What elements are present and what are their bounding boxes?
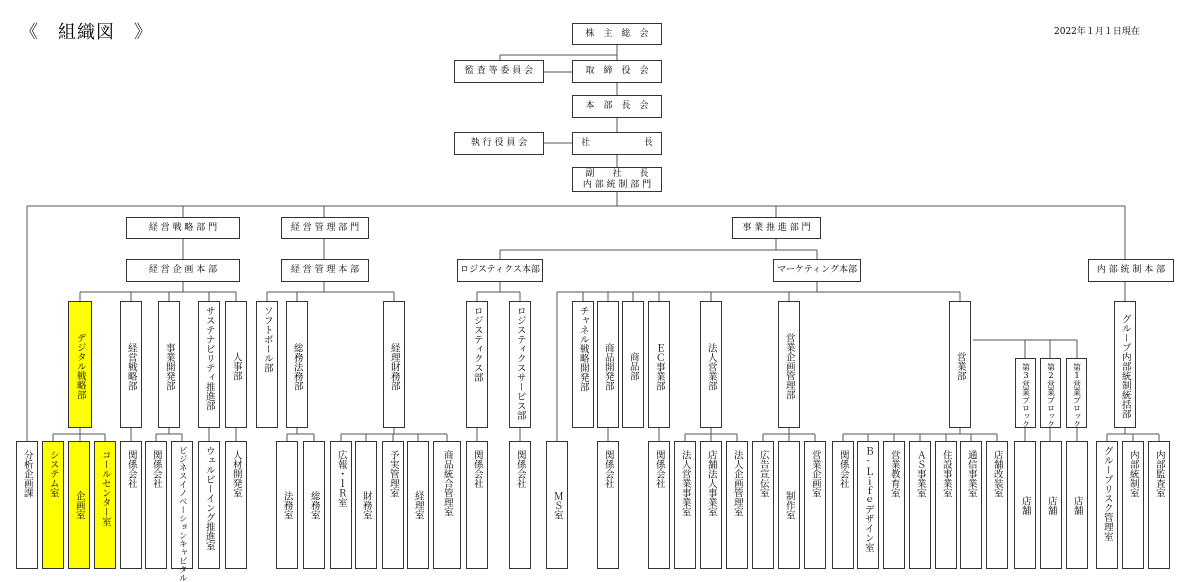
unit-store-3: [1014, 441, 1036, 569]
planning-hq-box: [126, 259, 240, 282]
vice-president-box: [572, 167, 662, 192]
dept-sustainability-label: サステナビリティ推進部: [203, 306, 215, 411]
unit-sales-plan-label: 営業企画室: [809, 450, 821, 498]
dept-sales: [949, 301, 971, 428]
dept-softball: [256, 301, 278, 428]
dept-corporate-label: 法人営業部: [705, 342, 717, 391]
unit-wellbeing: [198, 441, 220, 569]
management-division-box: [281, 217, 369, 239]
dept-bizdev-label: 事業開発部: [163, 342, 175, 391]
unit-blife: [857, 441, 879, 569]
unit-callcenter-label: コールセンター室: [99, 450, 111, 526]
dept-logistics-service-label: ロジスティクスサービス部: [514, 306, 526, 420]
dept-finance: [383, 301, 405, 428]
unit-store-2-label: 店舗: [1045, 495, 1057, 515]
unit-general: [303, 441, 325, 569]
strategy-division-label: 経 営 戦 略 部 門: [148, 222, 218, 233]
unit-accounting-label: 経理室: [412, 490, 424, 520]
unit-group-risk: [1096, 441, 1118, 569]
unit-product-mgmt-label: 商品統合管理室: [441, 450, 453, 517]
unit-legal-label: 法務室: [281, 490, 293, 520]
ic-division-label: 内 部 統 制 部 門: [582, 179, 652, 190]
unit-general-label: 総務室: [308, 490, 320, 520]
dept-general-legal: [286, 301, 308, 428]
exec-committee-box: [454, 132, 544, 155]
dept-channel: [572, 301, 594, 428]
unit-finance: [355, 441, 377, 569]
unit-advertising-label: 広告宣伝室: [757, 450, 769, 498]
marketing-hq-label: マーケティング本部: [777, 265, 857, 275]
unit-group-risk-label: グループリスク管理室: [1101, 446, 1113, 541]
unit-store-2: [1040, 441, 1062, 569]
dept-finance-label: 経理財務部: [388, 342, 400, 391]
unit-store-reno: [986, 441, 1008, 569]
dept-group-audit-label: グループ内部統制統括部: [1119, 314, 1131, 419]
dept-hr-label: 人事部: [230, 352, 242, 381]
unit-affiliate-2-label: 関係会社: [150, 450, 162, 488]
unit-pr-ir: [330, 441, 352, 569]
audit-committee-label: 監 査 等 委 員 会: [464, 66, 534, 76]
unit-sales-edu: [883, 441, 905, 569]
mgmt-hq-label: 経 営 管 理 本 部: [290, 265, 360, 275]
dept-digital-strategy-label: デジタル戦略部: [74, 333, 86, 400]
unit-telecom-label: 通信事業室: [965, 450, 977, 498]
unit-planning-label: 企画室: [73, 490, 85, 520]
unit-sales-edu-label: 営業教育室: [888, 450, 900, 498]
unit-corp-sales: [674, 441, 696, 569]
unit-store-corp-label: 店舗法人事業室: [705, 450, 717, 517]
dept-strategy: [120, 301, 142, 428]
gm-meeting-label: 本 部 長 会: [585, 101, 649, 111]
unit-budget-label: 予実管理室: [387, 450, 399, 498]
unit-talent-label: 人材開発室: [230, 450, 242, 498]
unit-planning: [68, 441, 90, 569]
block-2: [1040, 358, 1061, 428]
dept-logistics: [466, 301, 488, 428]
logistics-hq-box: [457, 259, 543, 282]
unit-housing-label: 住設事業室: [940, 450, 952, 498]
unit-affiliate-2: [145, 441, 167, 569]
strategy-division-box: [126, 217, 240, 239]
unit-affiliate-5: [597, 441, 619, 569]
unit-store-1: [1066, 441, 1088, 569]
unit-affiliate-4-label: 関係会社: [514, 450, 526, 488]
dept-sustainability: [198, 301, 220, 428]
unit-affiliate-5-label: 関係会社: [602, 450, 614, 488]
unit-ic-office-label: 内部統制室: [1127, 450, 1139, 498]
dept-ec: [648, 301, 670, 428]
dept-ec-label: ＥＣ事業部: [653, 342, 665, 391]
as-of-date: 2022年１月１日現在: [1054, 27, 1140, 37]
unit-affiliate-7: [832, 441, 854, 569]
dept-product-label: 商品部: [627, 352, 639, 381]
marketing-hq-box: [773, 259, 861, 282]
unit-talent: [225, 441, 247, 569]
unit-ms: [546, 441, 568, 569]
unit-as: [909, 441, 931, 569]
unit-store-reno-label: 店舗改装室: [991, 450, 1003, 498]
board-label: 取 締 役 会: [585, 66, 649, 76]
unit-affiliate-3: [466, 441, 488, 569]
unit-bigcap: [171, 441, 193, 582]
unit-affiliate-7-label: 関係会社: [837, 450, 849, 488]
dept-sales-planning: [778, 301, 800, 428]
unit-wellbeing-label: ウェルビーイング推進室: [203, 446, 215, 551]
unit-affiliate-6-label: 関係会社: [653, 450, 665, 488]
internal-control-hq-box: [1088, 259, 1174, 282]
block-1: [1066, 358, 1087, 428]
audit-committee-box: [454, 60, 544, 83]
unit-affiliate-6: [648, 441, 670, 569]
dept-logistics-service: [509, 301, 531, 428]
dept-bizdev: [158, 301, 180, 428]
unit-analysis: [16, 441, 38, 569]
internal-control-hq-label: 内 部 統 制 本 部: [1096, 265, 1166, 275]
unit-store-3-label: 店舗: [1019, 495, 1031, 515]
unit-finance-label: 財務室: [360, 490, 372, 520]
unit-pr-ir-label: 広報・ＩＲ室: [335, 450, 347, 507]
unit-production: [778, 441, 800, 569]
president-label-a: 社: [581, 138, 591, 148]
board-box: [572, 60, 662, 83]
unit-callcenter: [94, 441, 116, 569]
unit-internal-audit-label: 内部監査室: [1153, 450, 1165, 498]
mgmt-hq-box: [281, 259, 369, 282]
dept-sales-planning-label: 営業企画管理部: [783, 333, 795, 400]
dept-digital-strategy: [68, 301, 92, 428]
block-1-label: 第1営業ブロック: [1072, 363, 1082, 428]
unit-affiliate-3-label: 関係会社: [471, 450, 483, 488]
dept-product-dev: [597, 301, 619, 428]
page-title: 《 組織図 》: [20, 22, 153, 43]
dept-logistics-label: ロジスティクス部: [471, 306, 483, 382]
dept-strategy-label: 経営戦略部: [125, 342, 137, 391]
unit-product-mgmt: [433, 441, 461, 569]
unit-blife-label: Ｂ-Ｌｉｆｅデザイン室: [862, 446, 874, 552]
unit-system: [42, 441, 64, 569]
gm-meeting-box: [572, 95, 662, 118]
unit-internal-audit: [1148, 441, 1170, 569]
unit-housing: [935, 441, 957, 569]
unit-accounting: [407, 441, 429, 569]
unit-bigcap-label: ビジネスイノベーションキャピタル: [177, 446, 188, 582]
unit-store-corp: [700, 441, 722, 569]
block-3: [1015, 358, 1036, 428]
president-label-b: 長: [643, 138, 653, 148]
unit-advertising: [752, 441, 774, 569]
unit-corp-sales-label: 法人営業事業室: [679, 450, 691, 517]
planning-hq-label: 経 営 企 画 本 部: [148, 265, 218, 275]
unit-ic-office: [1122, 441, 1144, 569]
business-division-box: [732, 217, 821, 239]
unit-sales-plan: [804, 441, 826, 569]
unit-affiliate-1: [120, 441, 142, 569]
management-division-label: 経 営 管 理 部 門: [290, 222, 360, 233]
president-box: [572, 132, 662, 155]
block-2-label: 第2営業ブロック: [1046, 363, 1056, 428]
unit-ms-label: ＭＳ室: [551, 490, 563, 520]
unit-budget: [382, 441, 404, 569]
unit-affiliate-4: [509, 441, 531, 569]
unit-telecom: [960, 441, 982, 569]
unit-as-label: ＡＳ事業室: [914, 450, 926, 498]
unit-system-label: システム室: [47, 450, 59, 498]
exec-committee-label: 執 行 役 員 会: [470, 138, 528, 148]
shareholders-meeting-box: [572, 23, 662, 45]
unit-corp-planning-label: 法人企画管理室: [731, 450, 743, 517]
logistics-hq-label: ロジスティクス本部: [460, 265, 540, 275]
unit-corp-planning: [726, 441, 748, 569]
shareholders-label: 株 主 総 会: [585, 28, 649, 39]
dept-product: [622, 301, 644, 428]
dept-hr: [225, 301, 247, 428]
block-3-label: 第3営業ブロック: [1021, 363, 1031, 428]
unit-analysis-label: 分析企画課: [21, 450, 33, 498]
dept-corporate: [700, 301, 722, 428]
vp-label: 副 社 長: [585, 168, 649, 179]
dept-softball-label: ソフトボール部: [261, 306, 273, 373]
unit-production-label: 制作室: [783, 490, 795, 520]
unit-legal: [276, 441, 298, 569]
unit-affiliate-1-label: 関係会社: [125, 450, 137, 488]
business-division-label: 事 業 推 進 部 門: [742, 222, 811, 233]
dept-sales-label: 営業部: [954, 352, 966, 381]
dept-group-audit: [1114, 301, 1136, 428]
dept-general-legal-label: 総務法務部: [291, 342, 303, 391]
dept-product-dev-label: 商品開発部: [602, 342, 614, 391]
unit-store-1-label: 店舗: [1071, 495, 1083, 515]
dept-channel-label: チャネル戦略開発部: [577, 306, 589, 392]
